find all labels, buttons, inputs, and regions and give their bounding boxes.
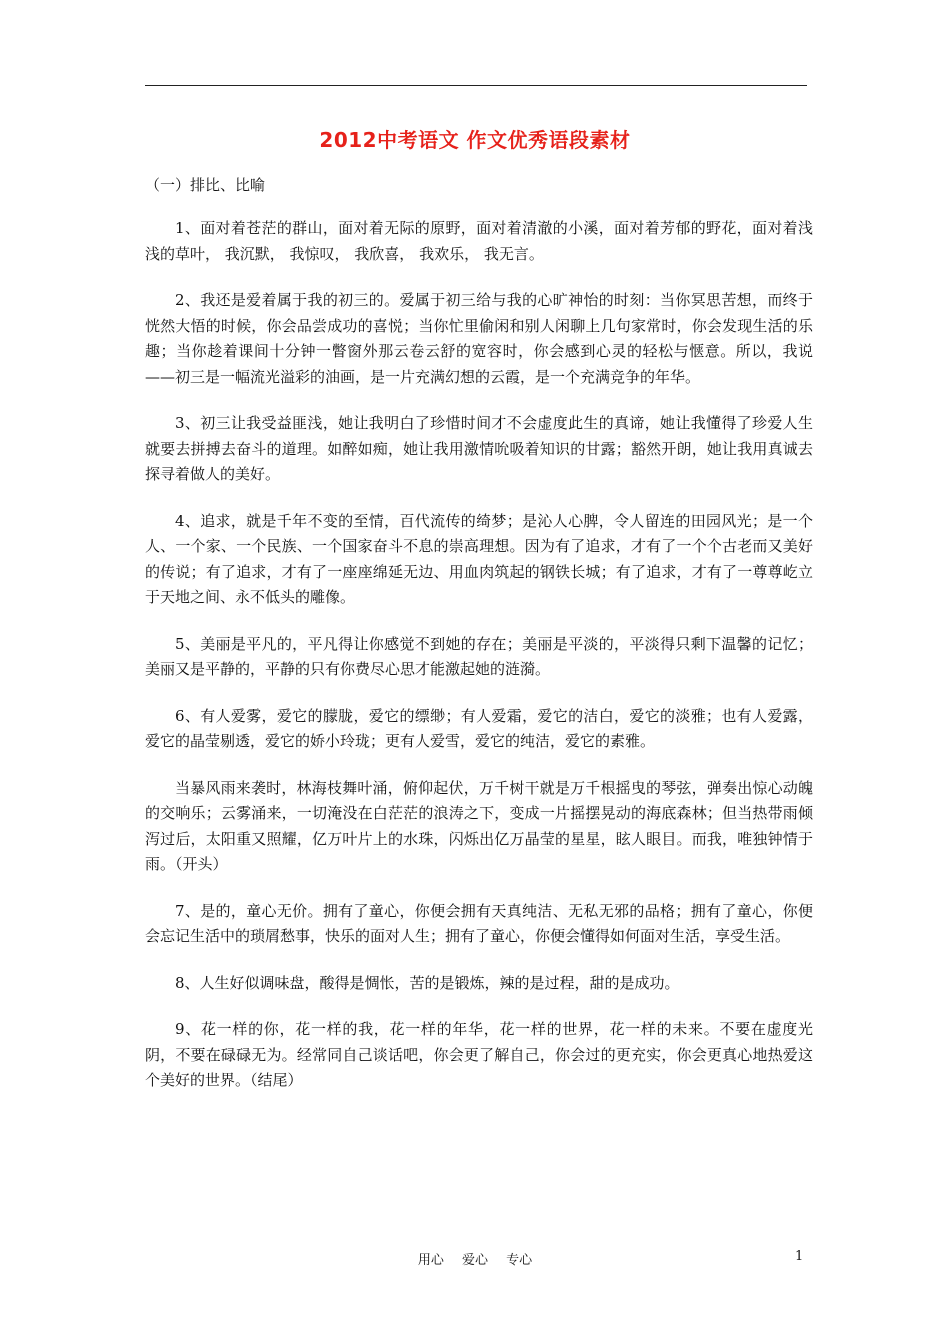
section-heading: （一）排比、比喻 xyxy=(145,176,266,194)
paragraph-8: 8、人生好似调味盘，酸得是惆怅，苦的是锻炼，辣的是过程，甜的是成功。 xyxy=(175,973,680,992)
paragraph-2: 2、我还是爱着属于我的初三的。爱属于初三给与我的心旷神怡的时刻：当你冥思苦想，而终于恍然大悟的时候，你会品尝成功的喜悦；当你忙里偷闲和别人闲聊上几句家常时，你会发现生活的乐趣；当你趁着课间十分钟一瞥窗外那云卷云舒的宽容时，你会感到心灵的轻松与惬意。所以，我说——初三是一幅流光溢彩的油画，是一片充满幻想的云霞，是一个充满竞争的年华。 xyxy=(145,291,813,386)
paragraph-9: 9、花一样的你，花一样的我，花一样的年华，花一样的世界，花一样的未来。不要在虚度光阴，不要在碌碌无为。经常同自己谈话吧，你会更了解自己，你会过的更充实，你会更真心地热爱这个美好的世界。（结尾） xyxy=(145,1020,813,1089)
paragraph-4: 4、追求，就是千年不变的至情，百代流传的绮梦；是沁人心脾，令人留连的田园风光；是一个人、一个家、一个民族、一个国家奋斗不息的崇高理想。因为有了追求，才有了一个个古老而又美好的传说；有了追求，才有了一座座绵延无边、用血肉筑起的钢铁长城；有了追求，才有了一尊尊屹立于天地之间、永不低头的雕像。 xyxy=(145,511,813,606)
header-rule xyxy=(145,85,807,86)
paragraph-opening: 当暴风雨来袭时，林海枝舞叶涌，俯仰起伏，万千树干就是万千根摇曳的琴弦，弹奏出惊心动魄的交响乐；云雾涌来，一切淹没在白茫茫的浪涛之下，变成一片摇摆晃动的海底森林；但当热带雨倾泻过后，太阳重又照耀，亿万叶片上的水珠，闪烁出亿万晶莹的星星，眩人眼目。而我，唯独钟情于雨。（开头） xyxy=(145,778,813,873)
document-title: 2012中考语文 作文优秀语段素材 xyxy=(319,128,631,152)
paragraph-6: 6、有人爱雾，爱它的朦胧，爱它的缥缈；有人爱霜，爱它的洁白，爱它的淡雅；也有人爱露，爱它的晶莹剔透，爱它的娇小玲珑；更有人爱雪，爱它的纯洁，爱它的素雅。 xyxy=(145,706,813,750)
page-number: 1 xyxy=(795,1249,804,1264)
document-body xyxy=(145,216,813,1115)
paragraph-7: 7、是的，童心无价。拥有了童心，你便会拥有天真纯洁、无私无邪的品格；拥有了童心，你便会忘记生活中的琐屑愁事，快乐的面对人生；拥有了童心，你便会懂得如何面对生活，享受生活。 xyxy=(145,901,813,945)
footer-motto: 用心 爱心 专心 xyxy=(417,1253,533,1268)
paragraph-3: 3、初三让我受益匪浅，她让我明白了珍惜时间才不会虚度此生的真谛，她让我懂得了珍爱人生就要去拼搏去奋斗的道理。如醉如痴，她让我用激情吮吸着知识的甘露；豁然开朗，她让我用真诚去探寻着做人的美好。 xyxy=(145,414,813,483)
paragraph-1: 1、面对着苍茫的群山，面对着无际的原野，面对着清澈的小溪，面对着芳郁的野花，面对着浅浅的草叶， 我沉默， 我惊叹， 我欣喜， 我欢乐， 我无言。 xyxy=(145,219,813,263)
paragraph-5: 5、美丽是平凡的，平凡得让你感觉不到她的存在；美丽是平淡的，平淡得只剩下温馨的记忆；美丽又是平静的，平静的只有你费尽心思才能激起她的涟漪。 xyxy=(145,634,813,678)
